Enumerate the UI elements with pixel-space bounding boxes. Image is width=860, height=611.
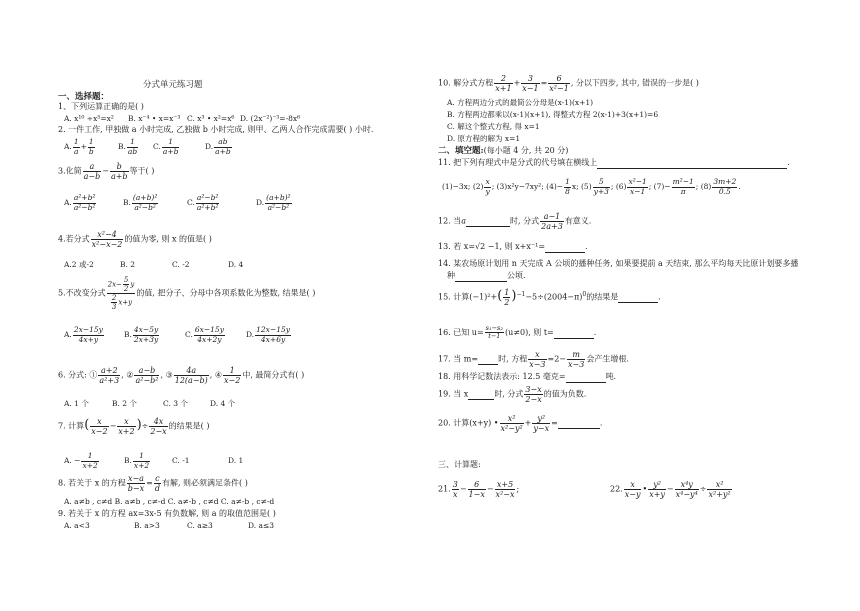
q3-option-a: A. $\frac{\text{a²+b²}}{\text{a²−b²}}$ [64, 193, 96, 212]
q7-option-b: B. $\frac{1}{x+2}$ [124, 451, 150, 470]
question-17: 17. 当 m= 时, 方程 $\frac{x}{x-3}$ =2− $\frac{m}{x-3}$ 会产生增根. [438, 350, 629, 370]
q1-option-c: C. x³ • x²=x⁶ [187, 114, 235, 123]
q10-option-d: D. 原方程的解为 x=1 [447, 134, 521, 143]
q6-option-a: A. 1 个 [64, 399, 89, 408]
q3-option-b: B. $\frac{\text{(a+b)²}}{\text{a²−b²}}$ [123, 193, 158, 212]
q10-option-b: B. 方程两边都乘以(x-1)(x+1), 得整式方程 2(x-1)+3(x+1)=6 [447, 110, 659, 119]
question-7: 7. 计算( $\frac{x}{x-2}$ − $\frac{x}{x+2}$ )÷ $\frac{4x}{2-x}$ 的结果是( ) [58, 417, 210, 437]
q2-option-a: A. $\frac{1}{a}$ + $\frac{1}{b}$ [64, 137, 94, 156]
q2-option-c: C. $\frac{1}{a+b}$ [153, 137, 179, 156]
question-14-line-2: 种 公顷. [447, 271, 526, 280]
q1-option-a: A. x¹⁰ ÷x⁵=x² [64, 114, 114, 123]
q2-option-d: D. $\frac{ab}{a+b}$ [205, 137, 231, 156]
page-title: 分式单元练习题 [143, 80, 203, 90]
question-21: 21. $\frac{3}{x}$ − $\frac{6}{1-x}$ − $\frac{x+5}{\text{x²−x}}$ ; [438, 480, 520, 500]
question-2: 2. 一件工作, 甲独做 a 小时完成, 乙独做 b 小时完成, 则甲、乙两人合作完成需要( ) 小时. [58, 125, 374, 134]
q1-option-d: D. (2x⁻²)⁻³=-8x⁶ [240, 114, 301, 123]
question-4: 4.若分式 $\frac{\text{x²−4}}{\text{x²−x−2}}$ 的值为零, 则 x 的值是( ) [58, 230, 212, 250]
q10-option-c: C. 解这个整式方程, 得 x=1 [447, 122, 540, 131]
q7-option-c: C. -1 [172, 456, 190, 465]
question-3: 3.化简 $\frac{a}{a-b}$ − $\frac{b}{a+b}$ 等于( ) [58, 162, 155, 182]
q6-option-c: C. 3 个 [163, 399, 188, 408]
q4-option-b: B. 2 [120, 260, 136, 269]
question-15: 15. 计算(−1)²+( $\frac{1}{2}$ )$^{-1}-5\div(2004-\pi)^0$的结果是 . [438, 288, 661, 308]
question-20: 20. 计算(x+y) • $\frac{\text{x²}}{\text{x²−y²}}$ + $\frac{\text{y²}}{y-x}$ = . [438, 414, 603, 434]
q5-option-a: A. $\frac{2x-15y}{4x+y}$ [64, 325, 103, 344]
q5-option-d: D. $\frac{12x-15y}{4x+6y}$ [246, 325, 290, 344]
q1-option-b: B. x⁻⁴ • x=x⁻³ [128, 114, 181, 123]
question-5: 5.不改变分式 2x− $\frac{5}{2}$ y $\frac{2}{3}$ x+y 的值, 把分子、分母中各项系数化为整数, 结果是( ) [58, 276, 316, 312]
question-12: 12. 当a 时, 分式 $\frac{a-1}{2a+3}$ 有意义. [438, 212, 592, 232]
question-10: 10. 解分式方程 $\frac{2}{x+1}$ + $\frac{3}{x-1}$ = $\frac{6}{\text{x²−1}}$ , 分以下四步, 其中, 错误的一步是( ) [438, 74, 699, 94]
question-19: 19. 当 x 时, 分式 $\frac{3-x}{2-x}$ 的值为负数. [438, 385, 587, 405]
question-11: 11. 把下列有理式中是分式的代号填在横线上 . [438, 158, 790, 167]
q6-option-d: D. 4 个 [210, 399, 236, 408]
q2-option-b: B. $\frac{1}{ab}$ [118, 137, 138, 156]
q5-option-b: B. $\frac{4x-5y}{2x+3y}$ [124, 325, 159, 344]
section-2-heading: 二、填空题:(每小题 4 分, 共 20 分) [438, 146, 569, 156]
q9-option-d: D. a≤3 [248, 521, 275, 530]
question-8: 8. 若关于 x 的方程 $\frac{x-a}{b-x}$ = $\frac{c}{d}$ 有解, 则必须满足条件( ) [58, 474, 248, 494]
question-6: 6. 分式: ① $\frac{a+2}{\text{a²+3}}$ , ② $\frac{a-b}{\text{a²−b²}}$ , ③ $\frac{4a}{12(a-b)}$ , ④ $\frac{1}{x-2}$ 中, 最简分式有( ) [58, 366, 305, 386]
q7-option-a: A. − $\frac{1}{x+2}$ [64, 451, 98, 470]
q9-option-b: B. a>3 [134, 521, 160, 530]
q9-option-a: A. a<3 [64, 521, 90, 530]
q4-option-a: A.2 或-2 [64, 260, 94, 269]
q4-option-c: C. -2 [172, 260, 190, 269]
q3-option-c: C. $\frac{\text{a²−b²}}{\text{a²+b²}}$ [187, 193, 219, 212]
q9-option-c: C. a≥3 [187, 521, 213, 530]
section-3-heading: 三、计算题: [438, 460, 481, 469]
question-14-line-1: 14. 某农场原计划用 n 天完成 A 公顷的播种任务, 如果要提前 a 天结束, 那么平均每天比原计划要多播 [438, 259, 799, 268]
question-9: 9. 若关于 x 的方程 ax=3x-5 有负数解, 则 a 的取值范围是( ) [58, 509, 276, 518]
question-1: 1、下列运算正确的是( ) [58, 102, 144, 111]
q6-option-b: B. 2 个 [112, 399, 137, 408]
q5-option-c: C. $\frac{6x-15y}{4x+2y}$ [185, 325, 224, 344]
q11-expressions: (1)−3x; (2) $\frac{x}{y}$ ; (3)x²y−7xy²; (4)− $\frac{1}{8}$ x; (5) $\frac{5}{y+3}$ ; (6) $\frac{\text{x²−1}}{x-1}$ ; (7)− $\frac{\text{m²−1}}{\pi}$ ; (8) $\frac{3m+2}{0.5}$ . [442, 177, 741, 196]
question-22: 22. $\frac{x}{x-y}$ • $\frac{\text{y²}}{x+y}$ − $\frac{\text{x⁴y}}{\text{x⁴−y⁴}}$ ÷ $\frac{\text{x²}}{\text{x²+y²}}$ [610, 480, 731, 500]
question-18: 18. 用科学记数法表示: 12.5 毫克= 吨. [438, 372, 617, 381]
q3-option-d: D. $\frac{\text{(a+b)²}}{\text{a²−b²}}$ [256, 193, 291, 212]
q4-option-d: D. 4 [228, 260, 244, 269]
q7-option-d: D. 1 [228, 456, 244, 465]
section-1-heading: 一、选择题： [58, 92, 110, 102]
question-13: 13. 若 x=√2 −1, 则 x+x⁻¹= . [438, 242, 588, 251]
q8-options: A. a≠b , c≠d B. a≠b , c≠-d C. a≠-b , c≠d C. a≠-b , c≠-d [64, 497, 275, 506]
question-16: 16. 已知 u= $\frac{\text{s₁−s₂}}{t-1}$ (u≠0), 则 t= . [438, 324, 597, 341]
q10-option-a: A. 方程两边分式的最简公分母是(x-1)(x+1) [447, 98, 594, 107]
